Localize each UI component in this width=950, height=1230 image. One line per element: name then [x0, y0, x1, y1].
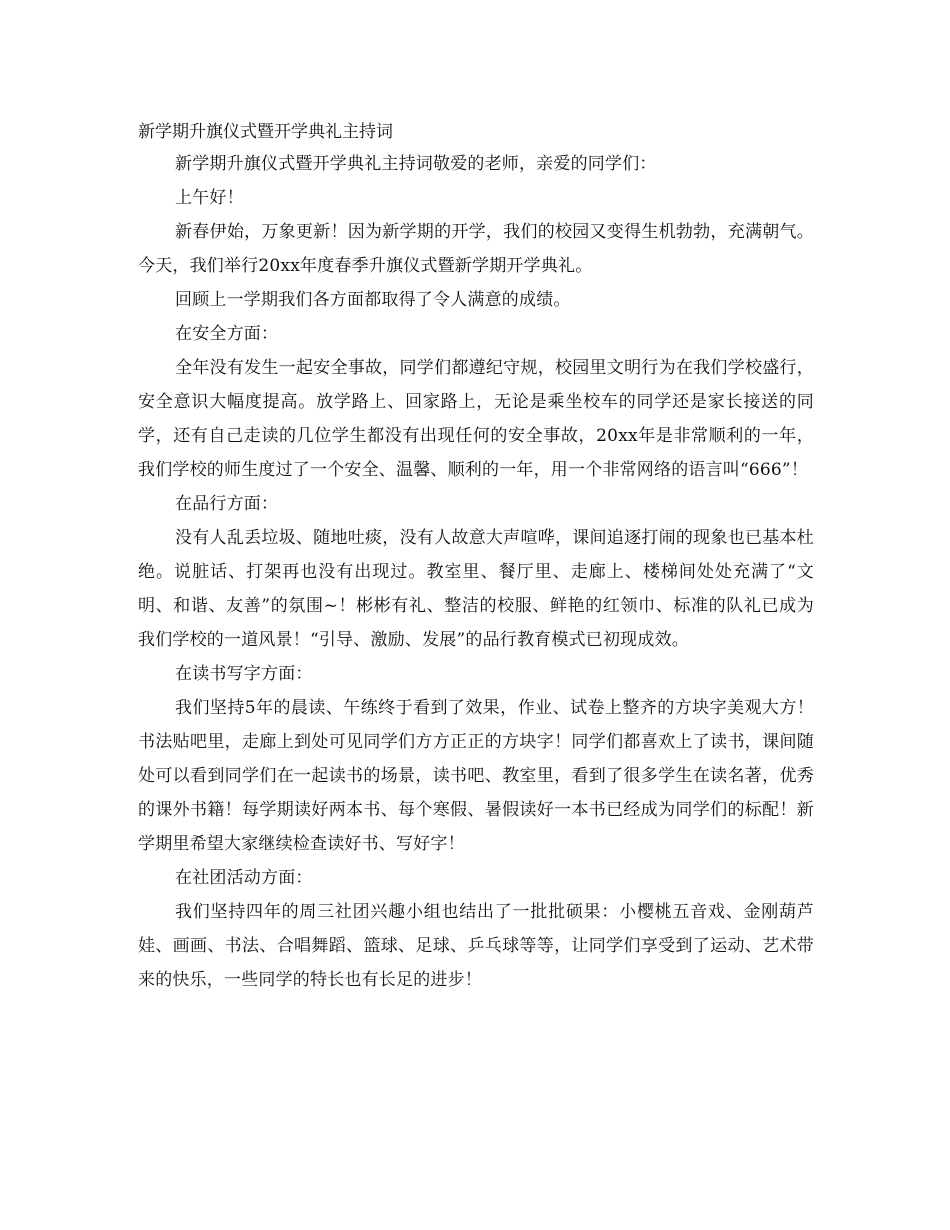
paragraph-safety: 全年没有发生一起安全事故，同学们都遵纪守规，校园里文明行为在我们学校盛行，安全意识大幅度提高。放学路上、回家路上，无论是乘坐校车的同学还是家长接送的同学，还有自己走读的几位学生都没有出现任何的安全事故，20xx年是非常顺利的一年，我们学校的师生度过了一个安全、温馨、顺利的一年，用一个非常网络的语言叫“666”！ [138, 358, 814, 480]
section-heading-reading-writing: 在读书写字方面： [175, 664, 313, 684]
document-body [138, 118, 814, 997]
paragraph-reading-writing: 我们坚持5年的晨读、午练终于看到了效果，作业、试卷上整齐的方块字美观大方！书法贴吧里，走廊上到处可见同学们方方正正的方块字！同学们都喜欢上了读书，课间随处可以看到同学们在一起读书的场景，读书吧、教室里，看到了很多学生在读名著，优秀的课外书籍！每学期读好两本书、每个寒假、暑假读好一本书已经成为同学们的标配！新学期里希望大家继续检查读好书、写好字！ [138, 698, 814, 854]
paragraph-greeting: 上午好！ [175, 188, 244, 208]
paragraph-conduct: 没有人乱丢垃圾、随地吐痰，没有人故意大声喧哗，课间追逐打闹的现象也已基本杜绝。说脏话、打架再也没有出现过。教室里、餐厅里、走廊上、楼梯间处处充满了“文明、和谐、友善”的氛围~！彬彬有礼、整洁的校服、鲜艳的红领巾、标准的队礼已成为我们学校的一道风景！“引导、激励、发展”的品行教育模式已初现成效。 [138, 528, 814, 650]
document-title: 新学期升旗仪式暨开学典礼主持词 [138, 122, 393, 142]
paragraph-opening: 新学期升旗仪式暨开学典礼主持词敬爱的老师，亲爱的同学们： [175, 154, 657, 174]
paragraph-introduction: 新春伊始，万象更新！因为新学期的开学，我们的校园又变得生机勃勃，充满朝气。今天，我们举行20xx年度春季升旗仪式暨新学期开学典礼。 [138, 222, 814, 276]
paragraph-review: 回顾上一学期我们各方面都取得了令人满意的成绩。 [175, 290, 571, 310]
section-heading-conduct: 在品行方面： [175, 494, 279, 514]
section-heading-safety: 在安全方面： [175, 324, 279, 344]
section-heading-club-activities: 在社团活动方面： [175, 868, 313, 888]
paragraph-club-activities: 我们坚持四年的周三社团兴趣小组也结出了一批批硕果：小樱桃五音戏、金刚葫芦娃、画画、书法、合唱舞蹈、篮球、足球、乒乓球等等，让同学们享受到了运动、艺术带来的快乐，一些同学的特长也有长足的进步！ [138, 902, 814, 990]
